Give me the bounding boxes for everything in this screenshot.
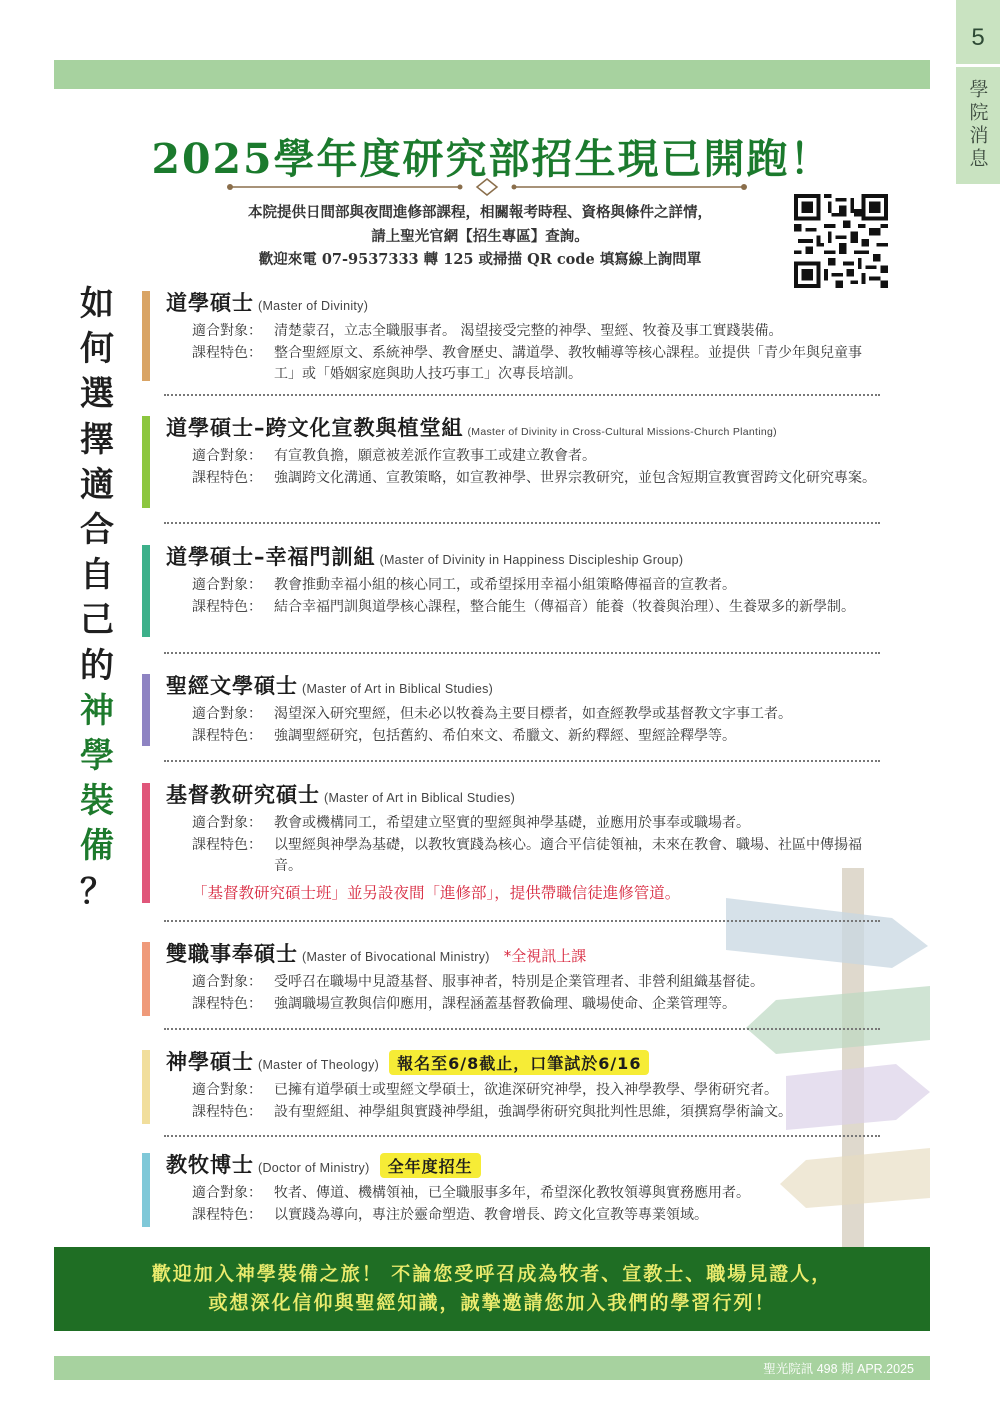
audience-text: 已擁有道學碩士或聖經文學碩士，欲進深研究神學，投入神學教學、學術研究者。 [274,1082,778,1098]
program-english-name: (Doctor of Ministry) [258,1161,370,1175]
program-color-bar [142,416,150,508]
page-title: 2025學年度研究部招生現已開跑！ [151,135,833,183]
page-number: 5 [971,24,985,51]
banner-line: 或想深化信仰與聖經知識，誠摯邀請您加入我們的學習行列！ [208,1292,776,1314]
dotted-divider [164,394,880,396]
audience-label: 適合對象： [192,577,262,593]
program-color-bar [142,674,150,746]
dotted-divider [164,652,880,654]
program-section [142,287,882,383]
program-name: 道學碩士–幸福門訓組 [166,545,376,569]
features-text: 強調職場宣教與信仰應用，課程涵蓋基督教倫理、職場使命、企業管理等。 [274,995,736,1012]
audience-text: 牧者、傳道、機構領袖，已全職服事多年，希望深化教牧領導與實務應用者。 [274,1185,750,1201]
invitation-banner [54,1247,930,1331]
features-label: 課程特色： [192,1206,262,1223]
program-color-bar [142,1153,150,1227]
program-details [192,1183,882,1226]
audience-text: 清楚蒙召，立志全職服事者。 渴望接受完整的神學、聖經、牧養及事工實踐裝備。 [274,323,783,339]
program-english-name: (Master of Bivocational Ministry) [302,950,490,964]
features-label: 課程特色： [192,995,262,1012]
program-name: 基督教研究碩士 [166,783,320,807]
program-heading [166,1149,481,1179]
enrollment-badge: 全年度招生 [380,1153,481,1178]
program-section [142,1046,882,1126]
program-section [142,938,882,1018]
audience-text: 教會或機構同工，希望建立堅實的聖經與神學基礎，並應用於事奉或職場者。 [274,815,750,831]
section-label: 學院消息 [966,79,989,171]
program-section [142,779,882,907]
program-section [142,1149,882,1229]
online-class-note: *全視訊上課 [503,947,587,965]
program-name: 道學碩士 [166,291,254,315]
program-heading [166,1046,649,1076]
intro-line: 請上聖光官網【招生專區】查詢。 [371,227,589,245]
dotted-divider [164,522,880,524]
audience-text: 受呼召在職場中見證基督、服事神者，特別是企業管理者、非營利組織基督徒。 [274,974,764,990]
heading-char: 適 [80,464,114,505]
program-details [192,704,882,747]
audience-text: 有宣教負擔，願意被差派作宣教事工或建立教會者。 [274,448,596,464]
dotted-divider [164,1135,880,1137]
heading-char-highlight: 學 [80,736,114,777]
heading-char: 自 [80,555,114,596]
program-details [192,972,882,1015]
audience-label: 適合對象： [192,815,262,831]
intro-line: 本院提供日間部與夜間進修部課程，相關報考時程、資格與條件之詳情， [248,204,712,221]
intro-line: 歡迎來電 07-9537333 轉 125 或掃描 QR code 填寫線上詢問單 [258,251,702,268]
heading-question-mark: ？ [80,871,114,912]
heading-char: 合 [80,510,114,551]
heading-char: 何 [80,329,114,370]
features-label: 課程特色： [192,469,262,486]
program-heading [166,287,368,317]
heading-char-highlight: 備 [80,826,114,867]
program-section [142,670,882,748]
program-english-name: (Master of Art in Biblical Studies) [302,682,494,696]
program-section [142,412,882,510]
features-label: 課程特色： [192,727,262,744]
program-name: 雙職事奉碩士 [166,942,298,966]
heading-char: 擇 [80,419,114,460]
audience-text: 渴望深入研究聖經，但未必以牧養為主要目標者，如查經教學或基督教文字事工者。 [274,706,792,722]
banner-line: 歡迎加入神學裝備之旅！ 不論您受呼召成為牧者、宣教士、職場見證人， [151,1263,833,1285]
program-details [192,321,882,386]
features-label: 課程特色： [192,344,262,361]
program-section [142,541,882,639]
header-band [54,60,930,89]
intro-text [180,201,780,272]
program-name: 聖經文學碩士 [166,674,298,698]
qr-code-icon[interactable] [794,194,888,288]
heading-char: 己 [80,600,114,641]
footer-issue: 聖光院訊 498 期 APR.2025 [763,1362,914,1376]
audience-label: 適合對象： [192,1185,262,1201]
evening-class-note: 「基督教研究碩士班」並另設夜間「進修部」，提供帶職信徒進修管道。 [192,884,681,902]
features-text: 設有聖經組、神學組與實踐神學組，強調學術研究與批判性思維，須撰寫學術論文。 [274,1103,792,1120]
program-color-bar [142,291,150,381]
audience-text: 教會推動幸福小組的核心同工，或希望採用幸福小組策略傳福音的宣教者。 [274,577,736,593]
heading-char-highlight: 神 [80,690,114,731]
program-heading [166,541,683,571]
features-text: 以聖經與神學為基礎，以教牧實踐為核心。適合平信徒領袖，未來在教會、職場、社區中傳揚福音。 [274,836,862,874]
program-details [192,446,882,489]
program-details [192,1080,882,1123]
tab-divider [956,64,1000,67]
features-text: 強調跨文化溝通、宣教策略，如宣教神學、世界宗教研究，並包含短期宣教實習跨文化研究專案。 [274,469,876,486]
vertical-heading [74,282,120,915]
audience-label: 適合對象： [192,974,262,990]
features-text: 強調聖經研究，包括舊約、希伯來文、希臘文、新約釋經、聖經詮釋學等。 [274,727,736,744]
heading-char: 如 [80,284,114,324]
footer [54,1356,930,1380]
program-details [192,575,882,618]
program-english-name: (Master of Divinity) [258,299,369,313]
dotted-divider [164,1028,880,1030]
program-name: 神學碩士 [166,1050,254,1074]
program-color-bar [142,783,150,903]
program-english-name: (Master of Divinity in Happiness Discipleship Group) [379,553,684,567]
features-label: 課程特色： [192,836,262,853]
program-color-bar [142,1050,150,1124]
ornament-divider [222,177,752,197]
program-name: 道學碩士–跨文化宣教與植堂組 [166,416,464,440]
program-name: 教牧博士 [166,1153,254,1177]
dotted-divider [164,760,880,762]
features-text: 結合幸福門訓與道學核心課程，整合能生（傳福音）能養（牧養與治理）、生養眾多的新學制。 [274,598,855,615]
audience-label: 適合對象： [192,706,262,722]
audience-label: 適合對象： [192,323,262,339]
features-text: 整合聖經原文、系統神學、教會歷史、講道學、教牧輔導等核心課程。並提供「青少年與兒童事工」或「婚姻家庭與助人技巧事工」次專長培訓。 [274,344,862,382]
deadline-badge: 報名至6/8截止，口筆試於6/16 [389,1050,649,1075]
program-english-name: (Master of Divinity in Cross-Cultural Missions-Church Planting) [467,426,777,438]
program-heading [166,670,493,700]
heading-char-highlight: 裝 [80,781,114,822]
heading-char: 選 [80,374,114,415]
features-label: 課程特色： [192,598,262,615]
program-color-bar [142,942,150,1016]
heading-char: 的 [80,645,114,686]
features-label: 課程特色： [192,1103,262,1120]
program-details [192,813,882,878]
program-english-name: (Master of Art in Biblical Studies) [324,791,516,805]
program-heading [166,412,777,442]
section-tab [956,0,1000,184]
program-heading [166,938,586,968]
program-heading [166,779,515,809]
audience-label: 適合對象： [192,1082,262,1098]
dotted-divider [164,920,880,922]
features-text: 以實踐為導向，專注於靈命塑造、教會增長、跨文化宣教等專業領域。 [274,1206,708,1223]
program-color-bar [142,545,150,637]
audience-label: 適合對象： [192,448,262,464]
program-english-name: (Master of Theology) [258,1058,380,1072]
